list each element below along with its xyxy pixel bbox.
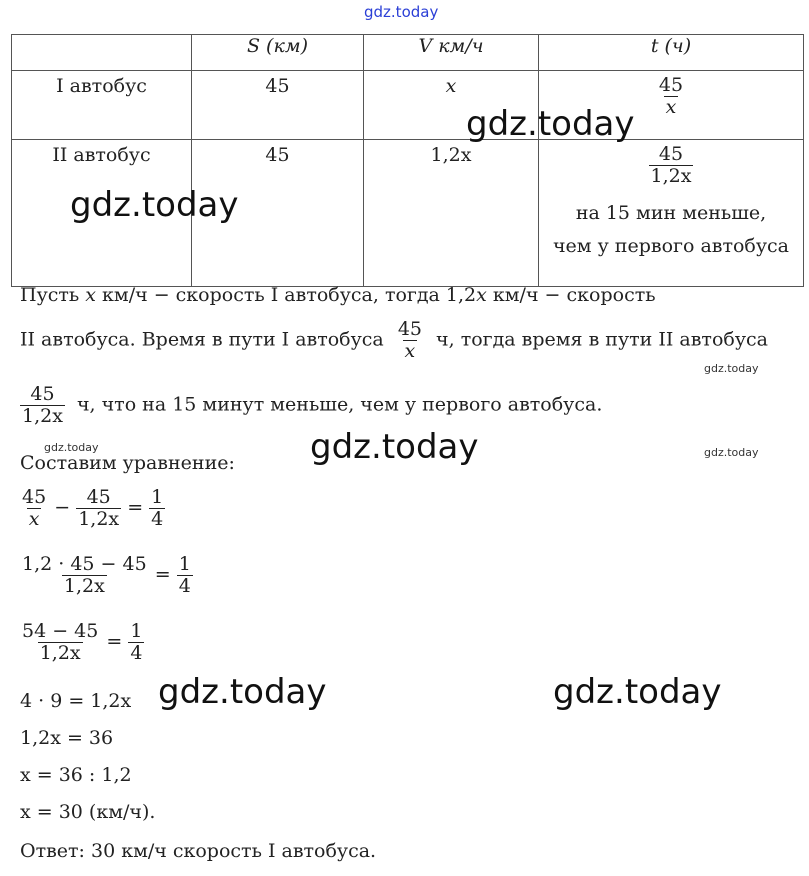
watermark-big: gdz.today: [466, 104, 635, 144]
compose-heading: Составим уравнение:: [20, 452, 235, 474]
data-table: [11, 34, 804, 287]
fraction: $\frac{1,2 \cdot 45 - 45}{1,2x}$: [22, 553, 147, 597]
time-note: на 15 мин меньше, чем у первого автобуса: [552, 201, 790, 257]
row-label: I автобус: [12, 71, 192, 140]
watermark-big: gdz.today: [310, 427, 479, 467]
table-header-row: [12, 35, 804, 71]
equation-2: $\frac{1,2 \cdot 45 - 45}{1,2x}$ = $\frac{1}{4}$: [22, 553, 191, 597]
watermark-big: gdz.today: [158, 672, 327, 712]
row-distance: 45: [192, 140, 364, 287]
fraction: $\frac{45}{1,2x}$: [78, 486, 120, 530]
fraction: $\frac{1}{4}$: [151, 486, 164, 530]
fraction: $\frac{1}{4}$: [130, 620, 143, 664]
row-distance: 45: [192, 71, 364, 140]
fraction: $\frac{45}{x}$: [22, 486, 47, 530]
header-cell-empty: [12, 35, 192, 71]
row-label: II автобус: [12, 140, 192, 287]
header-cell-speed: V км/ч: [364, 35, 539, 71]
watermark-big: gdz.today: [70, 185, 239, 225]
fraction: $\frac{45}{1,2x}$: [22, 383, 63, 427]
watermark-small: gdz.today: [44, 441, 99, 454]
answer-line: Ответ: 30 км/ч скорость I автобуса.: [20, 840, 377, 862]
row-time: [539, 140, 804, 287]
header-cell-time: t (ч): [539, 35, 804, 71]
fraction: $\frac{54 - 45}{1,2x}$: [22, 620, 99, 664]
header-cell-distance: S (км): [192, 35, 364, 71]
fraction: $\frac{1}{4}$: [178, 553, 191, 597]
equation-7: x = 30 (км/ч).: [20, 801, 156, 823]
paragraph-line-3: $\frac{45}{1,2x}$ ч, что на 15 минут меньше, чем у первого автобуса.: [22, 383, 603, 427]
equation-4: 4 · 9 = 1,2x: [20, 690, 132, 712]
paragraph-line-1: Пусть x км/ч − скорость I автобуса, тогда 1,2x км/ч − скорость: [20, 284, 656, 306]
row-speed: x: [364, 71, 539, 140]
watermark-top: gdz.today: [364, 3, 439, 21]
fraction: $\frac{45}{x}$: [397, 318, 422, 362]
paragraph-line-2: II автобуса. Время в пути I автобуса $\frac{45}{x}$ ч, тогда время в пути II автобуса: [20, 318, 768, 362]
equation-6: x = 36 : 1,2: [20, 764, 132, 786]
watermark-big: gdz.today: [553, 672, 722, 712]
equation-3: $\frac{54 - 45}{1,2x}$ = $\frac{1}{4}$: [22, 620, 143, 664]
equation-1: $\frac{45}{x}$ − $\frac{45}{1,2x}$ = $\frac{1}{4}$: [22, 486, 164, 530]
equation-5: 1,2x = 36: [20, 727, 114, 749]
time-fraction: $\frac{45}{1,2x}$: [650, 143, 692, 187]
watermark-small: gdz.today: [704, 446, 759, 459]
row-speed: 1,2x: [364, 140, 539, 287]
table-row: [12, 71, 804, 140]
time-fraction: $\frac{45}{x}$: [658, 74, 684, 118]
watermark-small: gdz.today: [704, 362, 759, 375]
